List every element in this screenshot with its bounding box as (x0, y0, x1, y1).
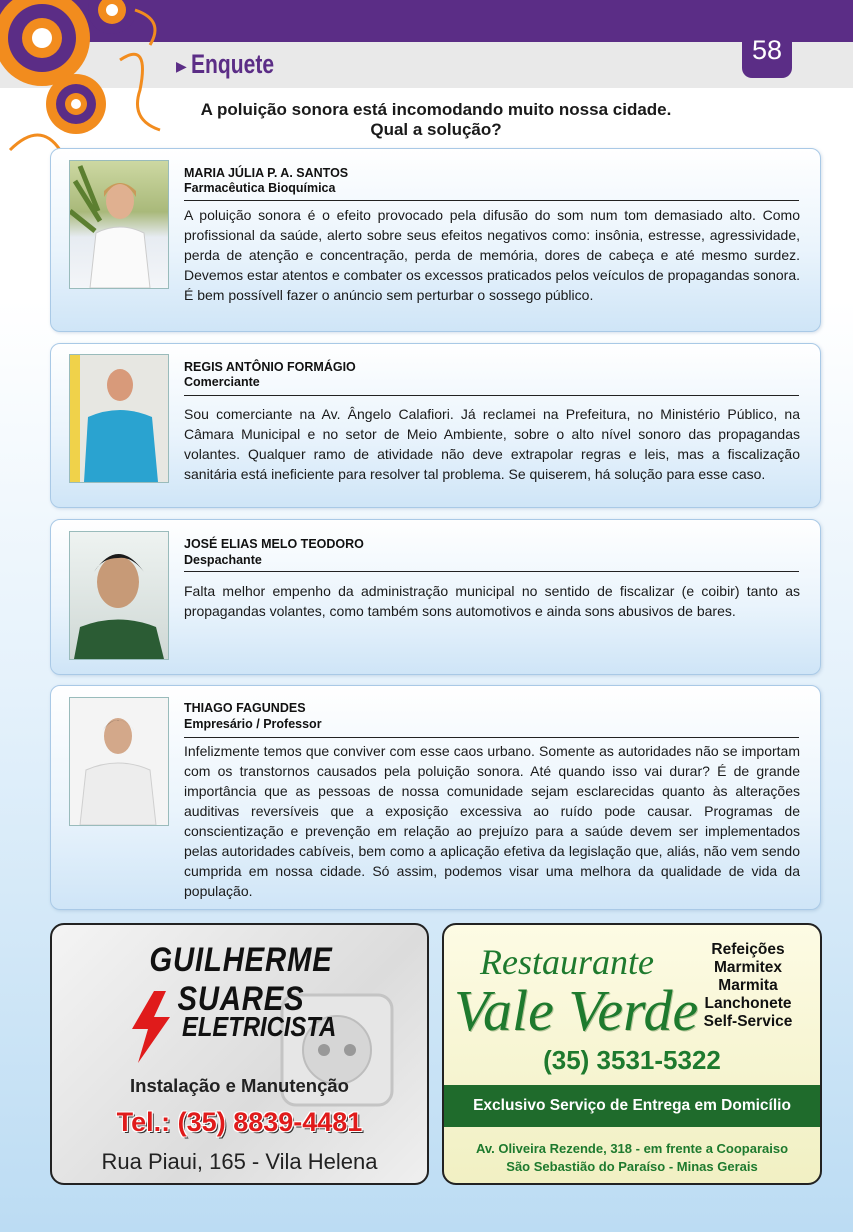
service-item: Lanchonete (704, 995, 792, 1012)
entry-card (50, 519, 821, 675)
person-role: Empresário / Professor (184, 717, 322, 731)
question-line-2: Qual a solução? (370, 120, 502, 139)
answer-text: Infelizmente temos que conviver com esse caos urbano. Somente as autoridades não se importam com os transtornos causados pela poluição sonora. Até quando isso vai durar? É de grande importância que as pessoas de nossa comunidade sejam esclarecidas quanto às alterações auditivas reversíveis que a exposição excessiva ao ruído pode causar. Programas de conscientização e prevenção em relação ao prejuízo para a saúde devem ser implementados pelas autoridades cabíveis, bem como a aplicação efetiva da legislação que, aliás, não vem sendo cumprida em nossa cidade. Só assim, podemos visar uma melhora da qualidade de vida da população. (184, 743, 800, 899)
service-item: Refeições (711, 941, 785, 958)
triangle-right-icon: ▶ (176, 58, 187, 74)
person-role: Farmacêutica Bioquímica (184, 181, 336, 195)
service-item: Self-Service (703, 1013, 793, 1030)
electrician-name: GUILHERME SUARES (149, 941, 333, 1018)
entry-card (50, 343, 821, 508)
entry-card (50, 148, 821, 332)
person-name: THIAGO FAGUNDES (184, 701, 306, 715)
restaurant-phone: (35) 3531-5322 (543, 1045, 721, 1075)
divider (184, 395, 799, 396)
electrician-title: ELETRICISTA (182, 1011, 337, 1042)
survey-question (150, 100, 722, 140)
question-line-1: A poluição sonora está incomodando muito nossa cidade. (200, 100, 672, 119)
delivery-banner: Exclusivo Serviço de Entrega em Domicílio (444, 1085, 820, 1127)
service-item: Marmitex (713, 959, 783, 976)
page-number: 58 (742, 22, 792, 78)
lightning-bolt-icon (128, 991, 174, 1063)
person-role: Comerciante (184, 375, 260, 389)
restaurant-label: Restaurante (480, 942, 654, 982)
restaurant-address: Av. Oliveira Rezende, 318 - em frente a Cooparaiso (475, 1141, 789, 1156)
restaurant-services (694, 941, 802, 1031)
restaurant-ad (442, 923, 822, 1185)
decorative-circles (0, 0, 180, 170)
person-photo (69, 160, 169, 289)
electrician-service: Instalação e Manutenção (130, 1075, 349, 1096)
divider (184, 571, 799, 572)
person-name: MARIA JÚLIA P. A. SANTOS (184, 166, 349, 180)
electrician-address: Rua Piaui, 165 - Vila Helena (101, 1149, 378, 1174)
entry-card (50, 685, 821, 910)
service-item: Marmita (718, 977, 778, 994)
person-photo (69, 697, 169, 826)
person-name: REGIS ANTÔNIO FORMÁGIO (184, 360, 356, 374)
person-role: Despachante (184, 553, 262, 567)
restaurant-city: São Sebastião do Paraíso - Minas Gerais (506, 1159, 758, 1174)
section-title: Enquete (191, 49, 275, 79)
person-name: JOSÉ ELIAS MELO TEODORO (184, 537, 364, 551)
person-photo (69, 354, 169, 483)
answer-text: Sou comerciante na Av. Ângelo Calafiori. Já reclamei na Prefeitura, no Ministério Público, na Câmara Municipal e no setor de Meio Ambiente, sobre o alto nível sonoro das propagandas volantes. Qualquer ramo de atividade não deve extrapolar regras e leis, mas a fiscalização sanitária está ineficiente para resolver tal problema. Se quiserem, há solução para esse caso. (184, 406, 800, 482)
answer-text: A poluição sonora é o efeito provocado pela difusão do som num tom demasiado alto. Como profissional da saúde, alerto sobre seus efeitos negativos como: insônia, estresse, agressividade, perda de atenção e concentração, perda de memória, dores de cabeça e até mesmo surdez. Devemos estar atentos e combater os excessos praticados pelos veículos de propagandas sonora. É bem possívell fazer o anúncio sem perturbar o sossego público. (184, 207, 800, 303)
person-photo (69, 531, 169, 660)
electrician-ad (50, 923, 429, 1185)
answer-text: Falta melhor empenho da administração municipal no sentido de fiscalizar (e coibir) tanto as propagandas volantes, como também sons automotivos e ainda sons abusivos de bares. (184, 583, 800, 619)
electrician-phone: Tel.: (35) 8839-4481 (116, 1107, 363, 1137)
restaurant-name: Vale Verde (454, 978, 699, 1043)
divider (184, 737, 799, 738)
divider (184, 200, 799, 201)
